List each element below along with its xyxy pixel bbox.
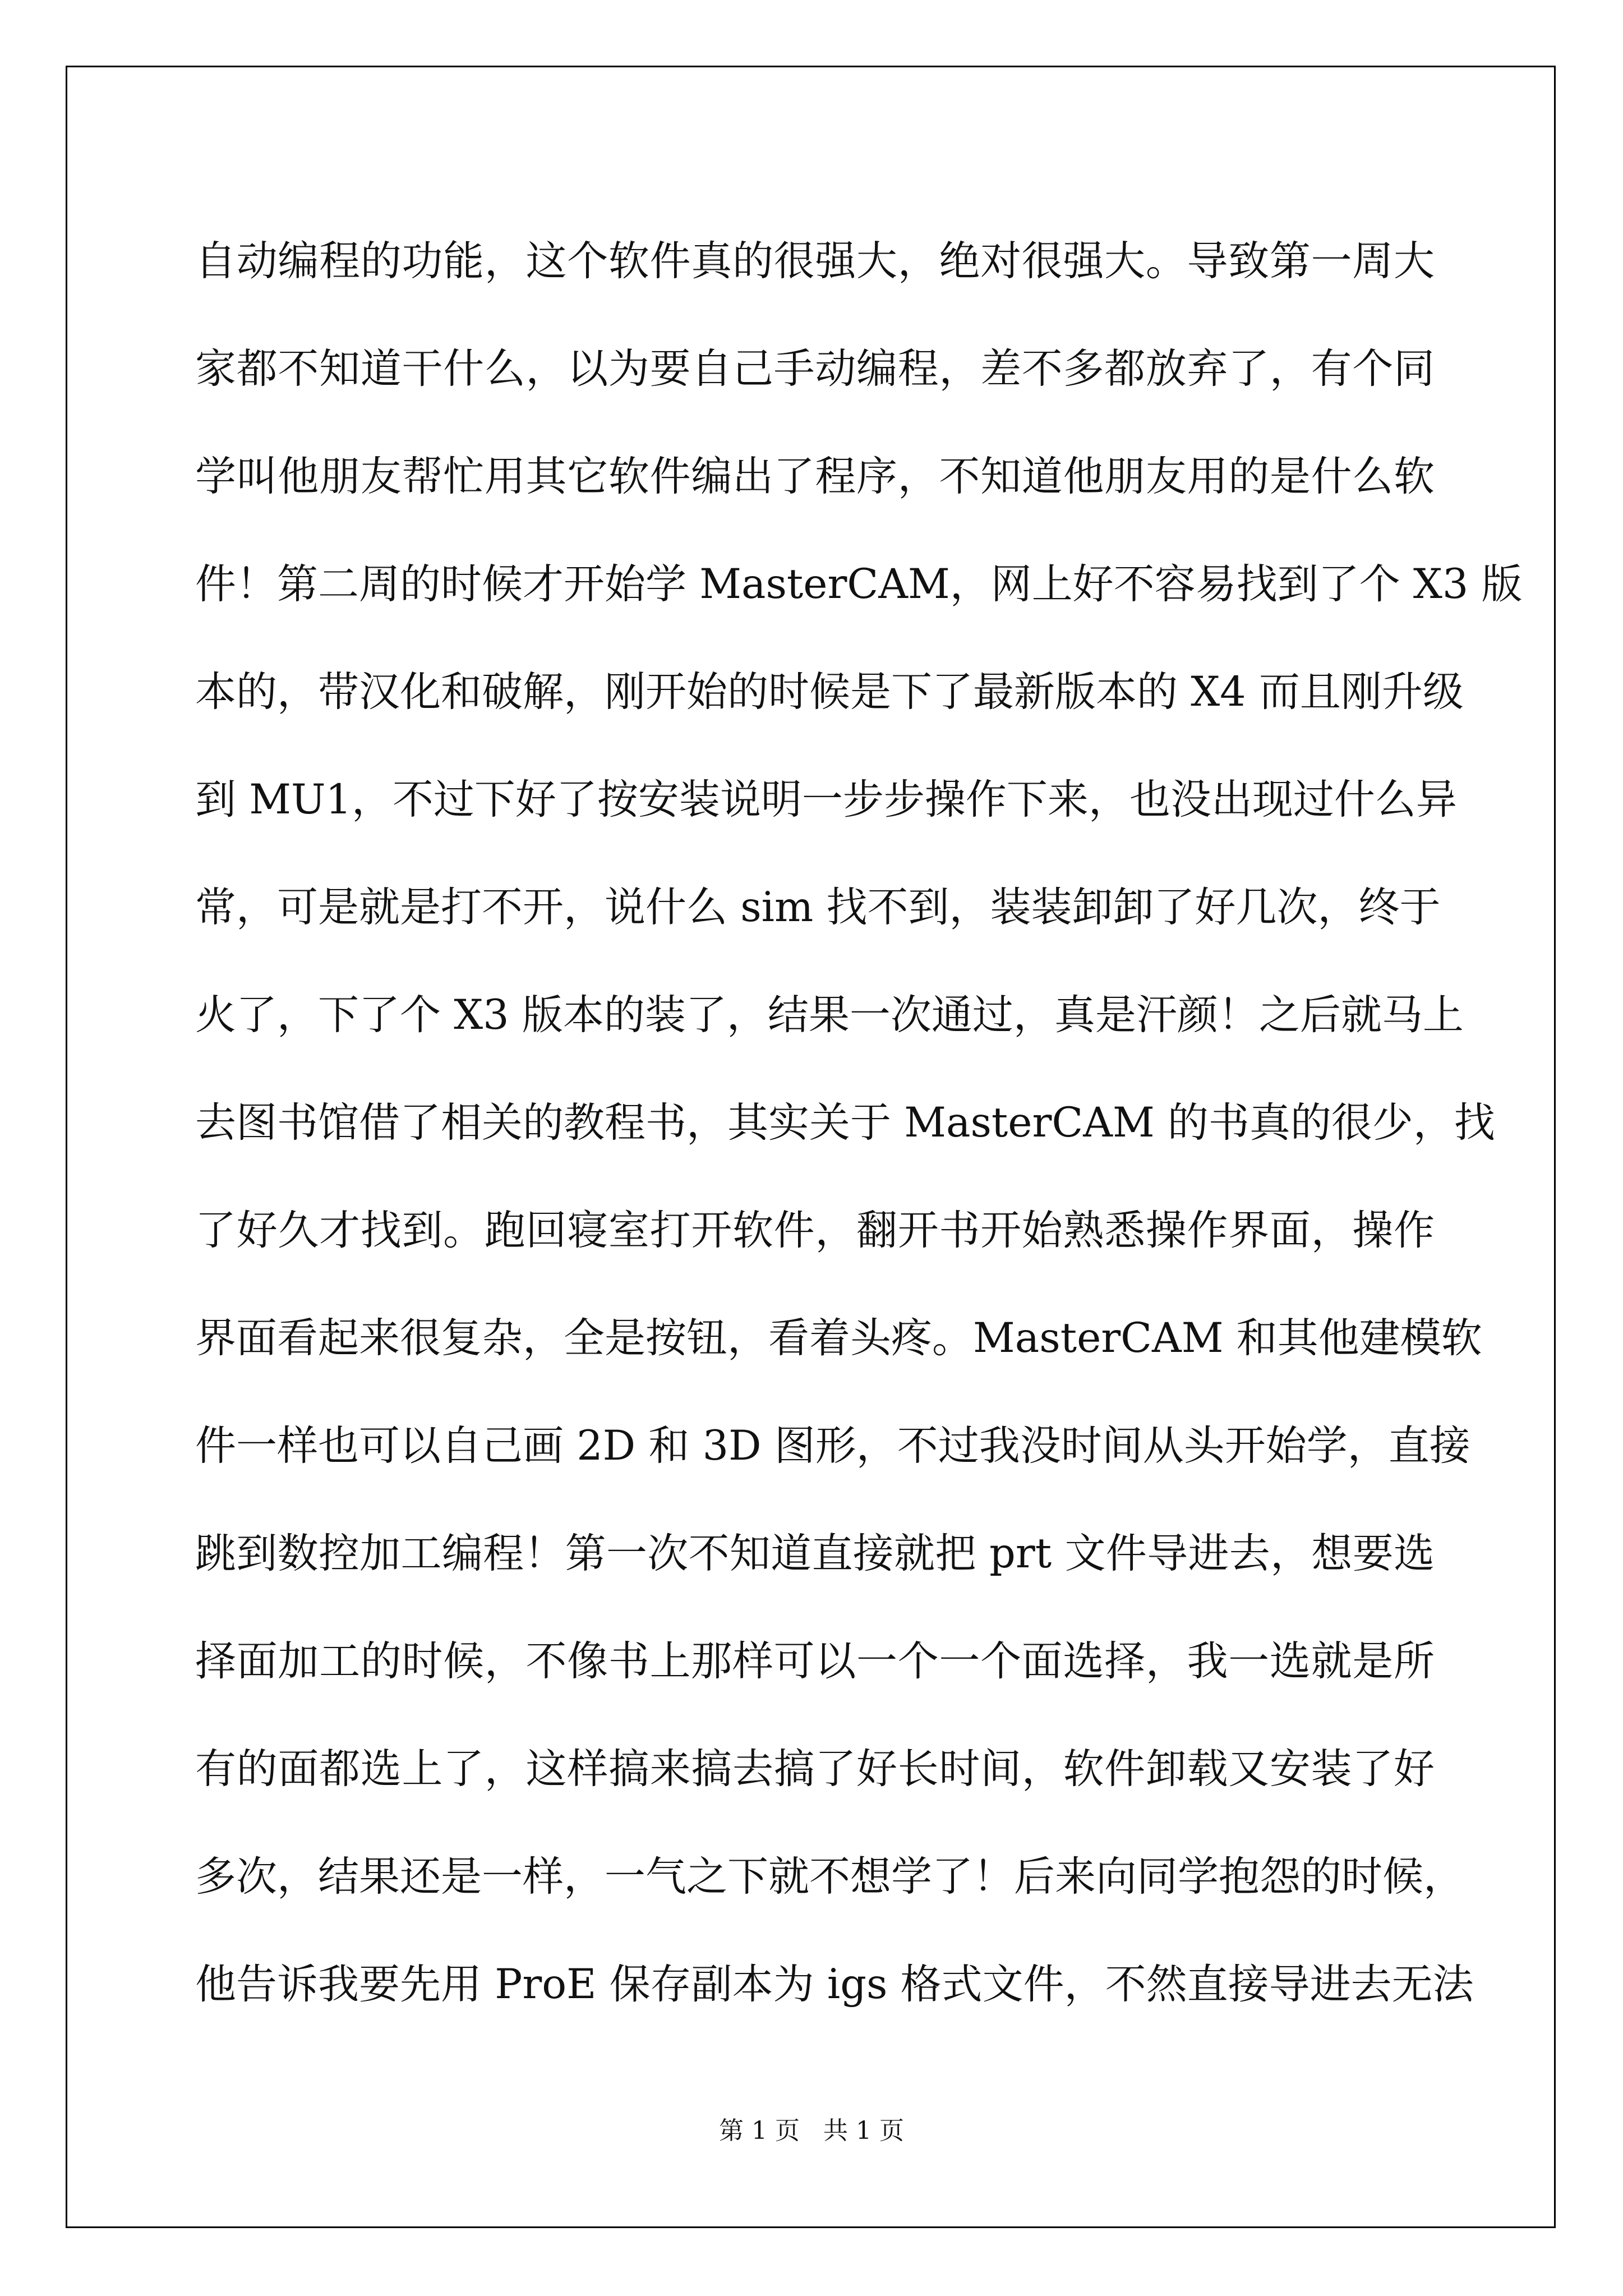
page-number-footer: 第 1 页 共 1 页 xyxy=(719,2116,904,2145)
text-line: 多次，结果还是一样，一气之下就不想学了！后来向同学抱怨的时候， xyxy=(195,1853,1464,1901)
text-line: 自动编程的功能，这个软件真的很强大，绝对很强大。导致第一周大 xyxy=(195,237,1435,285)
text-line: 跳到数控加工编程！第一次不知道直接就把 prt 文件导进去，想要选 xyxy=(195,1530,1435,1577)
text-line: 他告诉我要先用 ProE 保存副本为 igs 格式文件，不然直接导进去无法 xyxy=(195,1961,1474,2008)
text-line: 有的面都选上了，这样搞来搞去搞了好长时间，软件卸载又安装了好 xyxy=(195,1745,1435,1793)
text-line: 界面看起来很复杂，全是按钮，看着头疼。MasterCAM 和其他建模软 xyxy=(195,1314,1482,1362)
text-line: 择面加工的时候，不像书上那样可以一个一个面选择，我一选就是所 xyxy=(195,1637,1435,1685)
text-line: 家都不知道干什么，以为要自己手动编程，差不多都放弃了，有个同 xyxy=(195,345,1435,393)
text-line: 到 MU1，不过下好了按安装说明一步步操作下来，也没出现过什么异 xyxy=(195,776,1457,823)
text-line: 常，可是就是打不开，说什么 sim 找不到，装装卸卸了好几次，终于 xyxy=(195,884,1441,931)
text-line: 了好久才找到。跑回寝室打开软件，翻开书开始熟悉操作界面，操作 xyxy=(195,1207,1435,1254)
document-body xyxy=(195,208,1523,2039)
text-line: 火了，下了个 X3 版本的装了，结果一次通过，真是汗颜！之后就马上 xyxy=(195,991,1464,1039)
text-line: 件！第二周的时候才开始学 MasterCAM，网上好不容易找到了个 X3 版 xyxy=(195,560,1523,608)
text-line: 本的，带汉化和破解，刚开始的时候是下了最新版本的 X4 而且刚升级 xyxy=(195,668,1464,716)
text-line: 件一样也可以自己画 2D 和 3D 图形，不过我没时间从头开始学，直接 xyxy=(195,1422,1470,1470)
text-line: 去图书馆借了相关的教程书，其实关于 MasterCAM 的书真的很少，找 xyxy=(195,1099,1495,1147)
text-line: 学叫他朋友帮忙用其它软件编出了程序，不知道他朋友用的是什么软 xyxy=(195,453,1435,500)
